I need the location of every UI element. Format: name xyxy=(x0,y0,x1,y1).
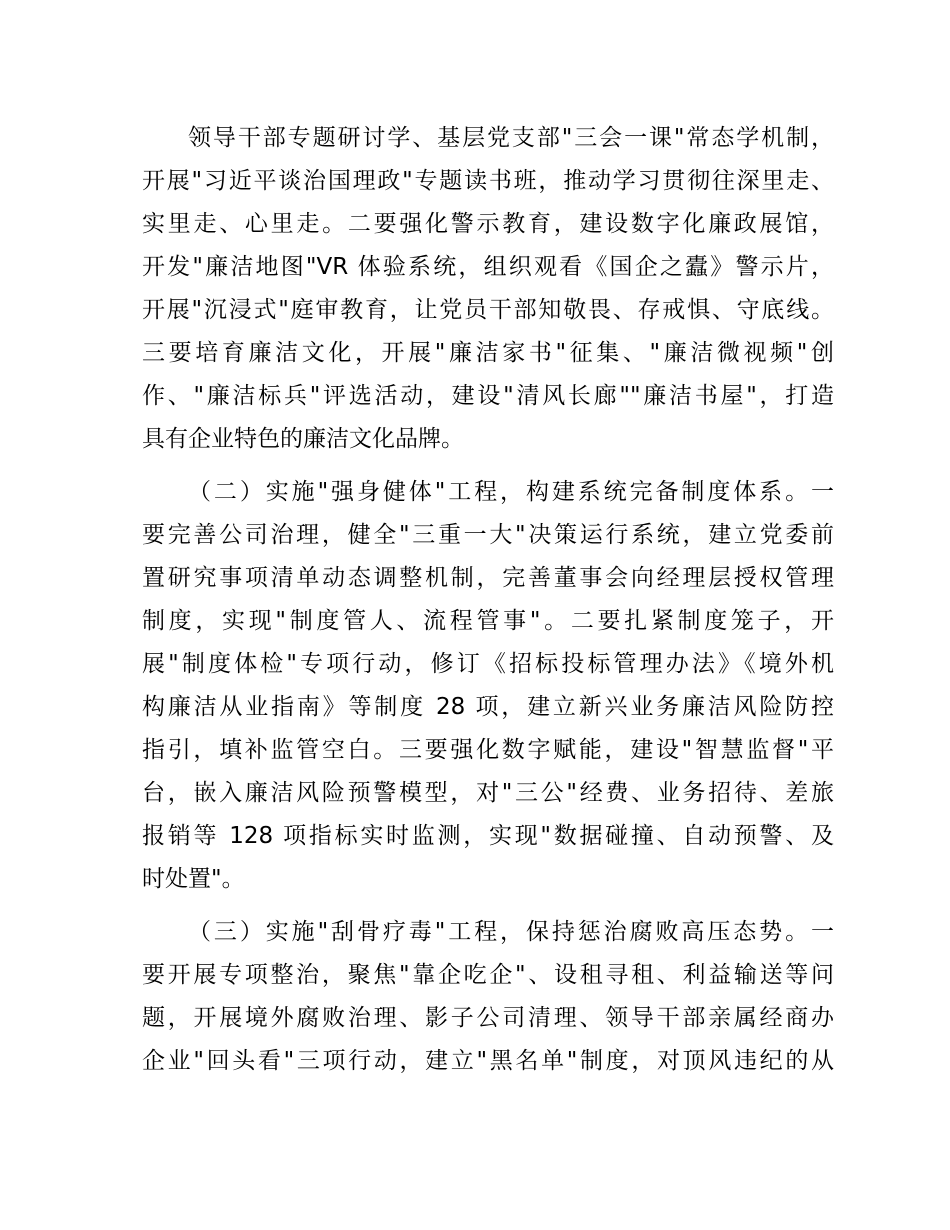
section-heading-line: （二）实施"强身健体"工程，构建系统完备制度体系。一 xyxy=(188,479,834,505)
text-line: 领导干部专题研讨学、基层党支部"三会一课"常态学机制， xyxy=(188,125,834,151)
text-line: 开发"廉洁地图"VR 体验系统，组织观看《国企之蠹》警示片， xyxy=(142,254,834,280)
text-line: 开展"习近平谈治国理政"专题读书班，推动学习贯彻往深里走、 xyxy=(142,168,834,194)
paragraph-spacer xyxy=(142,463,834,473)
text-line: 开展"沉浸式"庭审教育，让党员干部知敬畏、存戒惧、守底线。 xyxy=(142,297,834,323)
text-line: 题，开展境外腐败治理、影子公司清理、领导干部亲属经商办 xyxy=(142,1005,834,1031)
text-line: 实里走、心里走。二要强化警示教育，建设数字化廉政展馆， xyxy=(142,211,834,237)
text-line: 展"制度体检"专项行动，修订《招标投标管理办法》《境外机 xyxy=(142,651,834,677)
text-line: 时处置"。 xyxy=(142,866,245,892)
text-line: 作、"廉洁标兵"评选活动，建设"清风长廊""廉洁书屋"，打造 xyxy=(142,383,834,409)
text-line: 要开展专项整治，聚焦"靠企吃企"、设租寻租、利益输送等问 xyxy=(142,962,834,988)
text-line: 要完善公司治理，健全"三重一大"决策运行系统，建立党委前 xyxy=(142,522,834,548)
text-line: 报销等 128 项指标实时监测，实现"数据碰撞、自动预警、及 xyxy=(142,823,834,849)
document-body xyxy=(142,119,834,1085)
text-line: 构廉洁从业指南》等制度 28 项，建立新兴业务廉洁风险防控 xyxy=(142,694,834,720)
text-line: 企业"回头看"三项行动，建立"黑名单"制度，对顶风违纪的从 xyxy=(142,1048,834,1074)
section-heading-line: （三）实施"刮骨疗毒"工程，保持惩治腐败高压态势。一 xyxy=(188,919,834,945)
paragraph-spacer xyxy=(142,903,834,913)
text-line: 置研究事项清单动态调整机制，完善董事会向经理层授权管理 xyxy=(142,565,834,591)
text-line: 指引，填补监管空白。三要强化数字赋能，建设"智慧监督"平 xyxy=(142,737,834,763)
text-line: 具有企业特色的廉洁文化品牌。 xyxy=(142,426,464,452)
paragraph-2 xyxy=(142,473,834,903)
text-line: 制度，实现"制度管人、流程管事"。二要扎紧制度笼子，开 xyxy=(142,608,834,634)
text-line: 台，嵌入廉洁风险预警模型，对"三公"经费、业务招待、差旅 xyxy=(142,780,834,806)
paragraph-3 xyxy=(142,913,834,1085)
paragraph-1 xyxy=(142,119,834,463)
text-line: 三要培育廉洁文化，开展"廉洁家书"征集、"廉洁微视频"创 xyxy=(142,340,834,366)
